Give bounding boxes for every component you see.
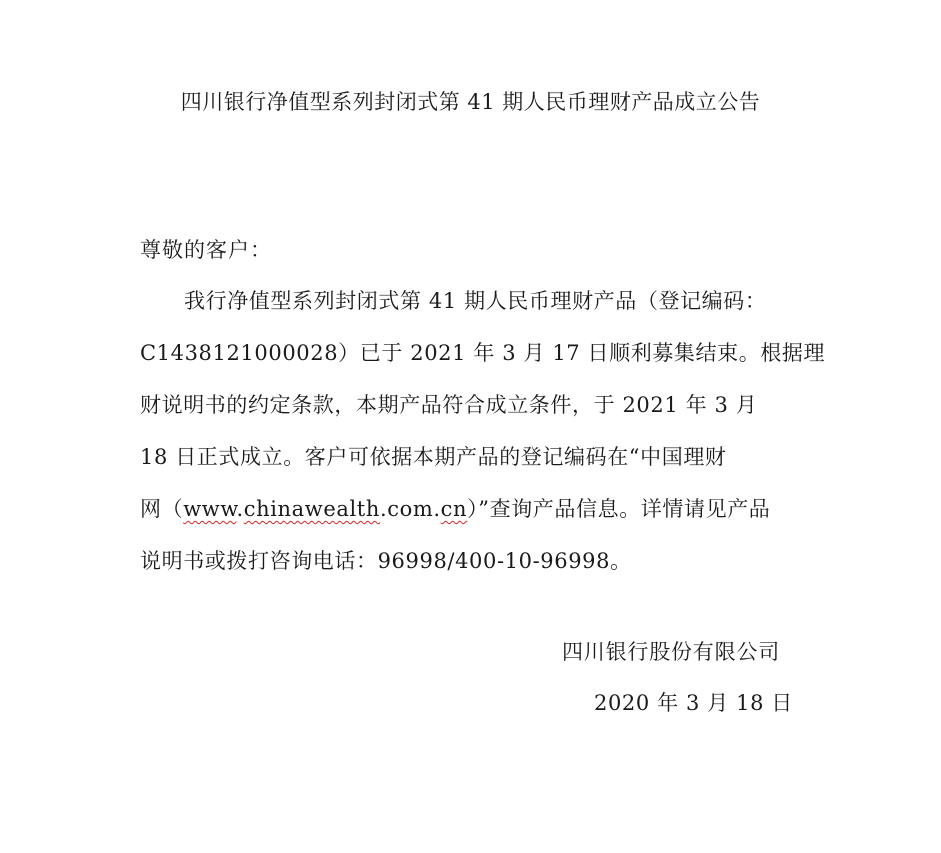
body-line-6: 说明书或拨打咨询电话：96998/400-10-96998。 xyxy=(140,549,632,573)
website-domain: chinawealth xyxy=(243,497,380,521)
body-line-1: 我行净值型系列封闭式第 41 期人民币理财产品（登记编码： xyxy=(184,289,767,313)
body-line-5 xyxy=(140,493,770,525)
website-tld: .com. xyxy=(379,497,441,521)
greeting: 尊敬的客户： xyxy=(140,238,272,262)
line5-suffix: ）”查询产品信息。详情请见产品 xyxy=(467,497,771,521)
body-line-4: 18 日正式成立。客户可依据本期产品的登记编码在“中国理财 xyxy=(140,445,727,469)
notice-title: 四川银行净值型系列封闭式第 41 期人民币理财产品成立公告 xyxy=(180,90,761,114)
line5-prefix: 网（ xyxy=(140,497,184,521)
body-line-3: 财说明书的约定条款，本期产品符合成立条件，于 2021 年 3 月 xyxy=(140,393,758,417)
website-cn: cn xyxy=(440,497,468,521)
website-www: www xyxy=(183,497,237,521)
website-dot: . xyxy=(236,497,244,521)
body-line-2: C1438121000028）已于 2021 年 3 月 17 日顺利募集结束。根据理 xyxy=(140,341,826,365)
organization-signature: 四川银行股份有限公司 xyxy=(562,640,780,664)
notice-date: 2020 年 3 月 18 日 xyxy=(594,691,793,715)
